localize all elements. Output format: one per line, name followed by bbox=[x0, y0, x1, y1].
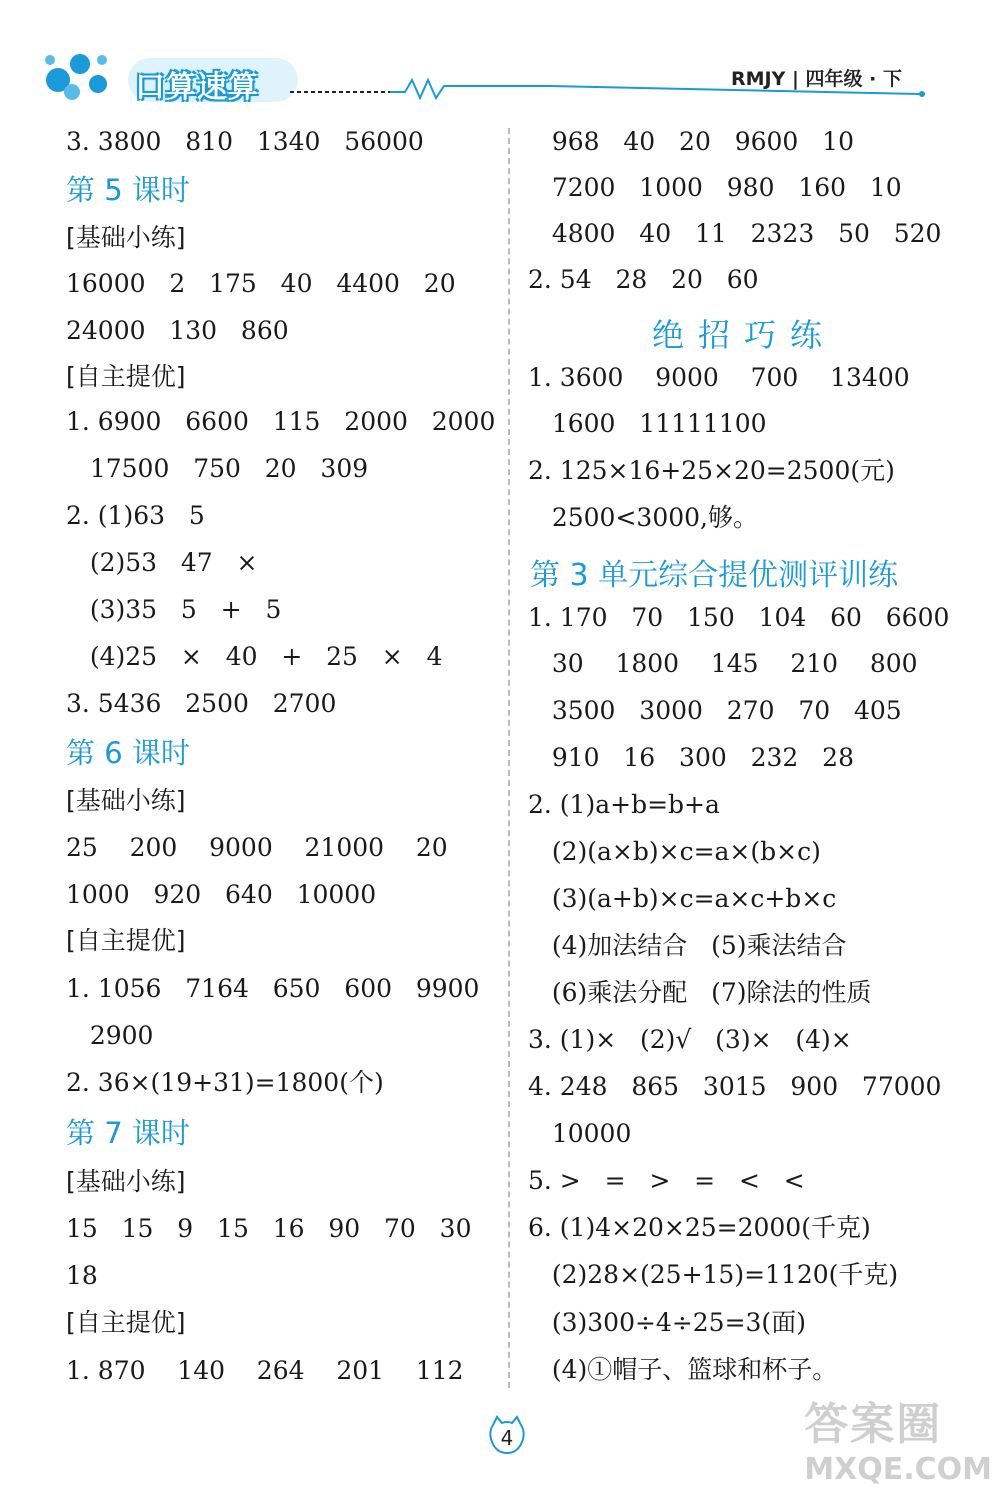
answer-line: (3)35 5 + 5 bbox=[66, 595, 282, 624]
answer-line: (3)300÷4÷25=3(面) bbox=[528, 1308, 806, 1337]
watermark bbox=[804, 1388, 992, 1487]
answer-line: 18 bbox=[66, 1261, 98, 1290]
answer-line: 3500 3000 270 70 405 bbox=[528, 696, 902, 725]
answer-line: 3. 3800 810 1340 56000 bbox=[66, 127, 424, 156]
answer-line: 1600 11111100 bbox=[528, 409, 767, 438]
watermark-url: MXQE.COM bbox=[804, 1452, 992, 1487]
answer-line: 3. (1)× (2)√ (3)× (4)× bbox=[528, 1025, 852, 1054]
answer-line: 1. 3600 9000 700 13400 bbox=[528, 363, 910, 392]
answer-line: 4800 40 11 2323 50 520 bbox=[528, 219, 942, 248]
answer-line: 7200 1000 980 160 10 bbox=[528, 173, 902, 202]
answer-line: 2900 bbox=[66, 1021, 154, 1050]
answer-line: 1. 170 70 150 104 60 6600 bbox=[528, 603, 950, 632]
answer-line: 4. 248 865 3015 900 77000 bbox=[528, 1072, 942, 1101]
answer-line: 1. 870 140 264 201 112 bbox=[66, 1356, 464, 1385]
answer-line: (4)25 × 40 + 25 × 4 bbox=[66, 642, 443, 671]
answer-line: 1000 920 640 10000 bbox=[66, 880, 377, 909]
answer-line: 1. 6900 6600 115 2000 2000 bbox=[66, 407, 496, 436]
answer-line: 15 15 9 15 16 90 70 30 bbox=[66, 1214, 472, 1243]
answer-line: 30 1800 145 210 800 bbox=[528, 649, 918, 678]
special-practice-title: 绝招巧练 bbox=[652, 316, 837, 354]
page-number: 4 bbox=[500, 1426, 514, 1450]
answer-line: 968 40 20 9600 10 bbox=[528, 127, 854, 156]
answer-line: (2)(a×b)×c=a×(b×c) bbox=[528, 837, 821, 866]
section-label: [自主提优] bbox=[66, 926, 186, 955]
answer-line: 2. 36×(19+31)=1800(个) bbox=[66, 1068, 384, 1097]
answer-line: 910 16 300 232 28 bbox=[528, 743, 854, 772]
lesson-title: 第 5 课时 bbox=[66, 173, 190, 207]
answer-line: (2)53 47 × bbox=[66, 548, 258, 577]
answer-line: 6. (1)4×20×25=2000(千克) bbox=[528, 1213, 871, 1242]
answer-line: 17500 750 20 309 bbox=[66, 454, 369, 483]
answer-line: (4)加法结合 (5)乘法结合 bbox=[528, 931, 847, 960]
lesson-title: 第 6 课时 bbox=[66, 736, 190, 770]
column-divider bbox=[508, 128, 510, 1388]
watermark-logo-text: 答案圈 bbox=[804, 1399, 943, 1450]
answer-line: (3)(a+b)×c=a×c+b×c bbox=[528, 884, 837, 913]
section-label: [自主提优] bbox=[66, 362, 186, 391]
page-header bbox=[0, 0, 1000, 120]
answer-line: 24000 130 860 bbox=[66, 316, 289, 345]
answer-line: 5. > = > = < < bbox=[528, 1166, 805, 1195]
answer-line: 2. (1)a+b=b+a bbox=[528, 790, 720, 819]
section-label: [基础小练] bbox=[66, 223, 186, 252]
lesson-title: 第 7 课时 bbox=[66, 1116, 190, 1150]
answer-line: 2. 54 28 20 60 bbox=[528, 265, 759, 294]
answer-line: 2500<3000,够。 bbox=[528, 503, 758, 532]
answer-line: 2. (1)63 5 bbox=[66, 501, 205, 530]
answer-line: (2)28×(25+15)=1120(千克) bbox=[528, 1260, 899, 1289]
answer-line: 25 200 9000 21000 20 bbox=[66, 833, 448, 862]
answer-line: 2. 125×16+25×20=2500(元) bbox=[528, 456, 895, 485]
unit-test-title: 第 3 单元综合提优测评训练 bbox=[530, 558, 899, 593]
answer-line: 16000 2 175 40 4400 20 bbox=[66, 269, 456, 298]
answer-line: 1. 1056 7164 650 600 9900 bbox=[66, 974, 480, 1003]
grade-label: RMJY | 四年级 · 下 bbox=[731, 68, 902, 90]
section-label: [自主提优] bbox=[66, 1308, 186, 1337]
book-logo-title: 口算速算 bbox=[135, 70, 259, 105]
answer-line: 3. 5436 2500 2700 bbox=[66, 689, 337, 718]
answer-line: 10000 bbox=[528, 1119, 632, 1148]
section-label: [基础小练] bbox=[66, 1167, 186, 1196]
answer-line: (4)①帽子、篮球和杯子。 bbox=[528, 1355, 838, 1384]
answer-line: (6)乘法分配 (7)除法的性质 bbox=[528, 978, 872, 1007]
section-label: [基础小练] bbox=[66, 786, 186, 815]
